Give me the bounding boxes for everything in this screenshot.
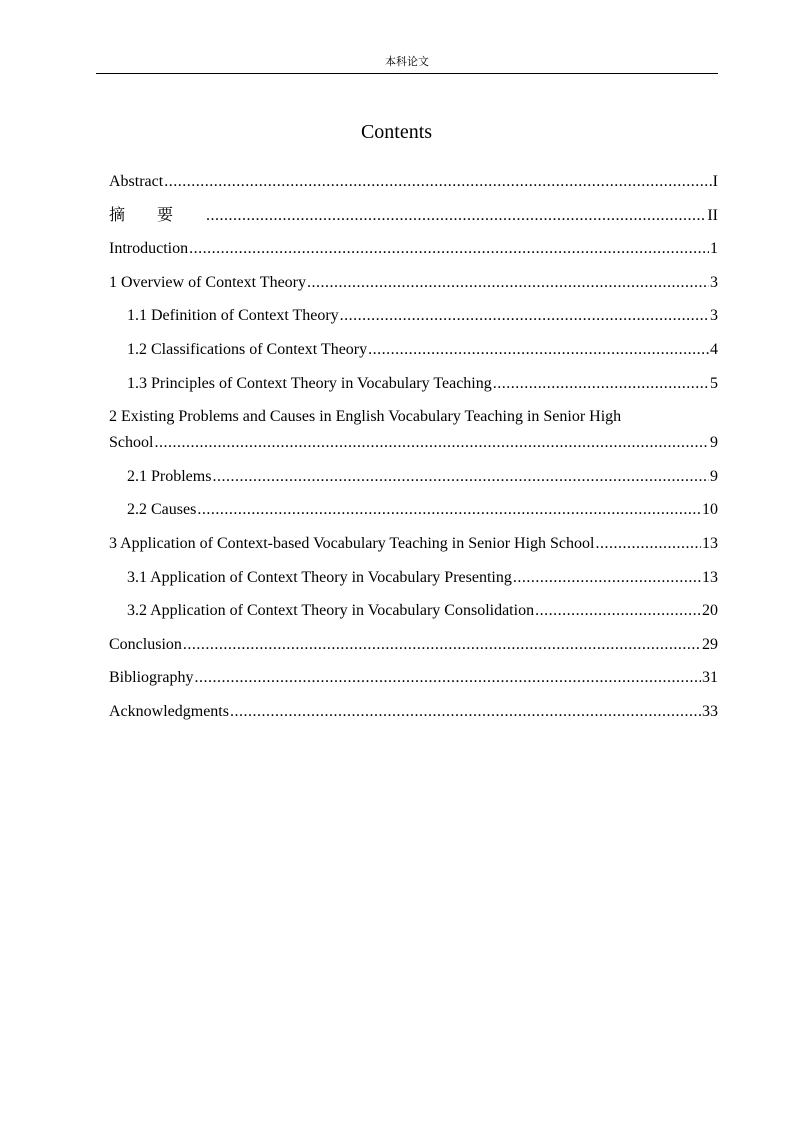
toc-leader-dots xyxy=(513,566,701,590)
toc-leader-dots xyxy=(307,271,709,295)
toc-entry-label: 1.2 Classifications of Context Theory xyxy=(127,340,368,358)
toc-leader-dots xyxy=(595,532,701,556)
running-header: 本科论文 xyxy=(385,56,429,68)
toc-entry-label: 3 Application of Context-based Vocabulary Teaching in Senior High School xyxy=(109,534,595,552)
toc-leader-dots xyxy=(189,237,709,261)
toc-leader-dots xyxy=(194,666,701,690)
toc-leader-dots xyxy=(183,633,701,657)
toc-entry-zhaiyao[interactable] xyxy=(109,204,718,238)
toc-entry-introduction[interactable] xyxy=(109,237,718,271)
toc-page-number: 1 xyxy=(710,240,718,258)
toc-leader-dots xyxy=(164,170,711,194)
table-of-contents xyxy=(109,170,718,734)
toc-entry-section-3-2[interactable] xyxy=(109,599,718,633)
toc-page-number: 31 xyxy=(702,669,718,687)
toc-entry-label: Introduction xyxy=(109,240,189,258)
toc-page-number: 4 xyxy=(710,340,718,358)
toc-entry-conclusion[interactable] xyxy=(109,633,718,667)
toc-entry-chapter-3[interactable] xyxy=(109,532,718,566)
toc-leader-dots xyxy=(535,599,701,623)
toc-page-number: 13 xyxy=(702,534,718,552)
toc-page-number: 9 xyxy=(710,434,718,452)
toc-leader-dots xyxy=(206,204,706,228)
toc-entry-chapter-2-line-1[interactable] xyxy=(109,405,718,431)
toc-page-number: 3 xyxy=(710,307,718,325)
toc-entry-label: Conclusion xyxy=(109,635,182,653)
toc-page-number: 20 xyxy=(702,602,718,620)
toc-entry-section-1-3[interactable] xyxy=(109,372,718,406)
toc-entry-acknowledgments[interactable] xyxy=(109,700,718,734)
toc-leader-dots xyxy=(340,304,709,328)
page-title: Contents xyxy=(360,121,433,143)
toc-leader-dots xyxy=(230,700,701,724)
toc-entry-chapter-1[interactable] xyxy=(109,271,718,305)
toc-page-number: 29 xyxy=(702,635,718,653)
toc-entry-section-3-1[interactable] xyxy=(109,566,718,600)
toc-entry-section-1-1[interactable] xyxy=(109,304,718,338)
toc-leader-dots xyxy=(197,498,701,522)
toc-page-number: 13 xyxy=(702,568,718,586)
toc-entry-label: 1.3 Principles of Context Theory in Vocabulary Teaching xyxy=(127,374,492,392)
toc-entry-bibliography[interactable] xyxy=(109,666,718,700)
toc-entry-section-2-1[interactable] xyxy=(109,465,718,499)
header-rule xyxy=(96,73,718,74)
toc-leader-dots xyxy=(212,465,709,489)
toc-entry-label: 2.2 Causes xyxy=(127,501,197,519)
toc-page-number: I xyxy=(712,173,718,190)
toc-leader-dots xyxy=(368,338,709,362)
toc-leader-dots xyxy=(154,431,709,455)
toc-entry-label: Acknowledgments xyxy=(109,702,229,720)
toc-page-number: 9 xyxy=(710,467,718,485)
toc-entry-label: 摘要 xyxy=(109,206,206,224)
toc-entry-label: 2.1 Problems xyxy=(127,467,212,485)
toc-entry-chapter-2-line-2[interactable] xyxy=(109,431,718,465)
toc-page-number: II xyxy=(707,206,718,224)
toc-entry-abstract[interactable] xyxy=(109,170,718,204)
toc-entry-label: 2 Existing Problems and Causes in English Vocabulary Teaching in Senior High xyxy=(109,408,622,426)
toc-entry-label: Abstract xyxy=(109,173,164,190)
toc-entry-label: School xyxy=(109,434,154,452)
toc-entry-label: 3.1 Application of Context Theory in Vocabulary Presenting xyxy=(127,568,512,586)
toc-leader-dots xyxy=(493,372,709,396)
toc-page-number: 3 xyxy=(710,273,718,291)
toc-entry-label: 3.2 Application of Context Theory in Vocabulary Consolidation xyxy=(127,602,535,620)
toc-entry-label: 1.1 Definition of Context Theory xyxy=(127,307,339,325)
toc-page-number: 10 xyxy=(702,501,718,519)
toc-entry-section-2-2[interactable] xyxy=(109,498,718,532)
toc-entry-section-1-2[interactable] xyxy=(109,338,718,372)
toc-entry-label: 1 Overview of Context Theory xyxy=(109,273,306,291)
toc-page-number: 33 xyxy=(702,702,718,720)
toc-entry-label: Bibliography xyxy=(109,669,194,687)
toc-page-number: 5 xyxy=(710,374,718,392)
